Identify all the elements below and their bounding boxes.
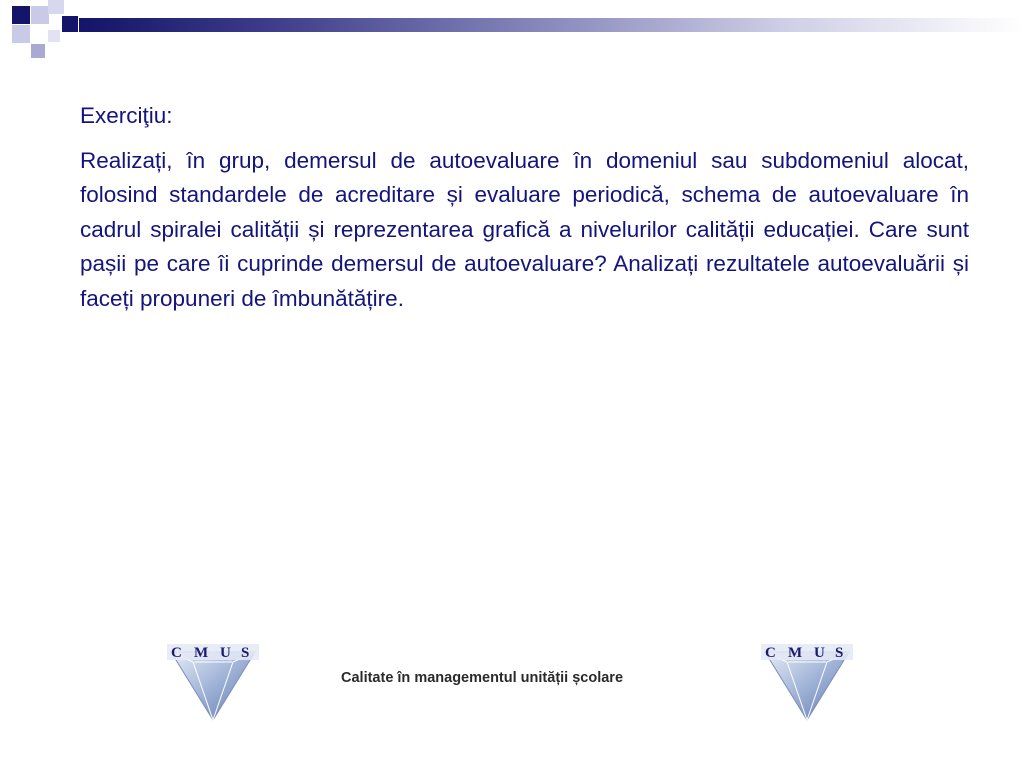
header-square-light [31, 44, 45, 58]
header-square-light [48, 30, 60, 42]
logo-letter: S [241, 645, 250, 661]
logo-letter: C [765, 645, 776, 661]
cmus-logo-left [163, 640, 263, 722]
logo-letter: U [220, 645, 231, 661]
cmus-logo-right [757, 640, 857, 722]
header-square-light [31, 6, 49, 24]
header-gradient-bar [79, 18, 1024, 32]
logo-letter: S [835, 645, 844, 661]
logo-letter: M [788, 645, 803, 661]
header-square-light [12, 25, 30, 43]
header-square-light [48, 0, 64, 14]
logo-letter: M [194, 645, 209, 661]
header-square-dark [62, 16, 78, 32]
exercise-body-text: Realizați, în grup, demersul de autoevaluare în domeniul sau subdomeniul alocat, folosind standardele de acreditare și evaluare periodică, schema de autoevaluare în cadrul spiralei calității și reprezentarea grafică a nivelurilor calității educației. Care sunt pașii pe care îi cuprinde demersul de autoevaluare? Analizați rezultatele autoevaluării și faceți propuneri de îmbunătățire. [80, 147, 969, 311]
exercise-heading: Exerciţiu: [80, 103, 173, 128]
footer-caption: Calitate în managementul unității școlare [341, 670, 624, 686]
logo-letter: U [814, 645, 825, 661]
slide-content [80, 99, 969, 316]
header-square-dark [12, 6, 30, 24]
logo-letter: C [171, 645, 182, 661]
